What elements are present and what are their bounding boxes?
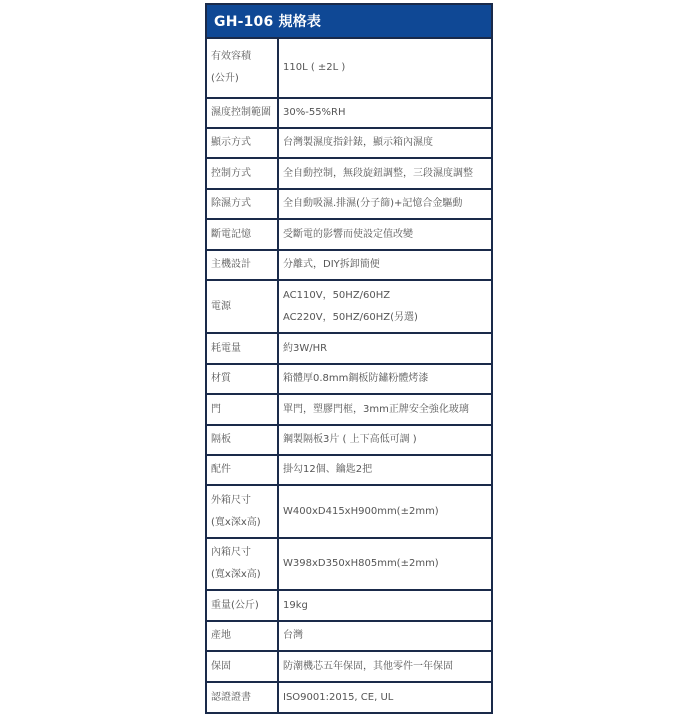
table-row	[206, 364, 492, 394]
table-row	[206, 38, 492, 98]
spec-label-line: (公升)	[211, 73, 239, 84]
spec-value-line: ISO9001:2015, CE, UL	[283, 691, 394, 703]
spec-value-line: W398xD350xH805mm(±2mm)	[283, 558, 439, 569]
spec-label-line: 門	[211, 403, 221, 415]
spec-value	[278, 682, 492, 713]
spec-label-line: 有效容積	[211, 51, 251, 62]
spec-label	[206, 485, 278, 538]
spec-label	[206, 364, 278, 394]
spec-label-line: 材質	[211, 373, 231, 384]
spec-value	[278, 219, 492, 250]
table-row	[206, 98, 492, 128]
spec-label-line: 電源	[211, 300, 231, 312]
spec-value	[278, 538, 492, 590]
table-row	[206, 485, 492, 538]
spec-label-line: 濕度控制範圍	[211, 107, 271, 118]
table-row	[206, 425, 492, 455]
spec-label-line: 配件	[211, 464, 231, 475]
spec-value-line: AC220V，50HZ/60HZ(另選)	[283, 311, 418, 323]
spec-label	[206, 250, 278, 280]
spec-label	[206, 38, 278, 98]
spec-value-line: 箱體厚0.8mm鋼板防鏽粉體烤漆	[283, 373, 429, 384]
spec-value-line: 單門，塑膠門框，3mm正牌安全強化玻璃	[283, 403, 469, 415]
spec-label	[206, 455, 278, 485]
spec-value	[278, 128, 492, 158]
spec-label	[206, 651, 278, 682]
spec-label-line: 除濕方式	[211, 198, 251, 209]
spec-value-line: 全自動控制，無段旋鈕調整，三段濕度調整	[283, 167, 473, 179]
spec-value	[278, 364, 492, 394]
spec-label	[206, 128, 278, 158]
table-title: GH-106 規格表	[206, 4, 492, 38]
table-row	[206, 682, 492, 713]
spec-label-line: 主機設計	[211, 259, 251, 270]
spec-label	[206, 333, 278, 364]
spec-label-line: 內箱尺寸	[211, 547, 251, 558]
table-row	[206, 621, 492, 651]
spec-value-line: 掛勾12個、鑰匙2把	[283, 464, 373, 475]
spec-label-line: 產地	[211, 630, 231, 641]
spec-label-line: 控制方式	[211, 167, 251, 179]
spec-value-line: 台灣製濕度指針錶，顯示箱內濕度	[283, 137, 433, 148]
spec-value	[278, 250, 492, 280]
table-row	[206, 590, 492, 621]
spec-value-line: AC110V，50HZ/60HZ	[283, 289, 391, 301]
spec-value-line: W400xD415xH900mm(±2mm)	[283, 505, 439, 517]
spec-value-line: 分離式，DIY拆卸簡便	[283, 259, 380, 270]
spec-label-line: (寬x深x高)	[211, 569, 261, 580]
spec-body	[206, 38, 492, 713]
spec-label-line: 斷電記憶	[211, 228, 251, 240]
table-row	[206, 250, 492, 280]
spec-label	[206, 158, 278, 189]
table-row	[206, 158, 492, 189]
table-row	[206, 394, 492, 425]
spec-value	[278, 425, 492, 455]
table-row	[206, 455, 492, 485]
spec-value-line: 110L ( ±2L )	[283, 62, 346, 73]
spec-label-line: 重量(公斤)	[211, 599, 259, 611]
spec-value	[278, 158, 492, 189]
spec-value	[278, 189, 492, 219]
table-row	[206, 651, 492, 682]
spec-value-line: 30%-55%RH	[283, 107, 346, 118]
spec-value	[278, 98, 492, 128]
table-row	[206, 219, 492, 250]
spec-label-line: 顯示方式	[211, 137, 251, 148]
spec-label	[206, 590, 278, 621]
spec-value	[278, 455, 492, 485]
spec-value-line: 防潮機芯五年保固，其他零件一年保固	[283, 660, 453, 672]
spec-value	[278, 485, 492, 538]
spec-value	[278, 621, 492, 651]
spec-table	[205, 3, 493, 714]
spec-label	[206, 682, 278, 713]
spec-value	[278, 333, 492, 364]
spec-value	[278, 38, 492, 98]
spec-label	[206, 538, 278, 590]
spec-label-line: 保固	[211, 660, 231, 672]
spec-value-line: 台灣	[283, 630, 303, 641]
spec-label	[206, 394, 278, 425]
table-row	[206, 280, 492, 333]
spec-value	[278, 280, 492, 333]
spec-label	[206, 98, 278, 128]
spec-label-line: 認證證書	[211, 691, 251, 703]
spec-value-line: 19kg	[283, 599, 308, 611]
spec-value-line: 受斷電的影響而使設定值改變	[283, 228, 413, 240]
spec-value-line: 鋼製隔板3片 ( 上下高低可調 )	[283, 434, 417, 445]
spec-value-line: 約3W/HR	[283, 342, 328, 354]
spec-label-line: 耗電量	[211, 342, 241, 354]
spec-label-line: 隔板	[211, 434, 231, 445]
spec-label	[206, 425, 278, 455]
table-row	[206, 538, 492, 590]
spec-label-line: 外箱尺寸	[211, 494, 251, 506]
spec-label	[206, 189, 278, 219]
spec-value	[278, 590, 492, 621]
spec-label	[206, 280, 278, 333]
table-row	[206, 189, 492, 219]
spec-value-line: 全自動吸濕.排濕(分子篩)+記憶合金驅動	[283, 198, 463, 209]
spec-label-line: (寬x深x高)	[211, 516, 261, 528]
spec-label	[206, 621, 278, 651]
table-row	[206, 333, 492, 364]
spec-label	[206, 219, 278, 250]
spec-value	[278, 651, 492, 682]
spec-value	[278, 394, 492, 425]
table-row	[206, 128, 492, 158]
